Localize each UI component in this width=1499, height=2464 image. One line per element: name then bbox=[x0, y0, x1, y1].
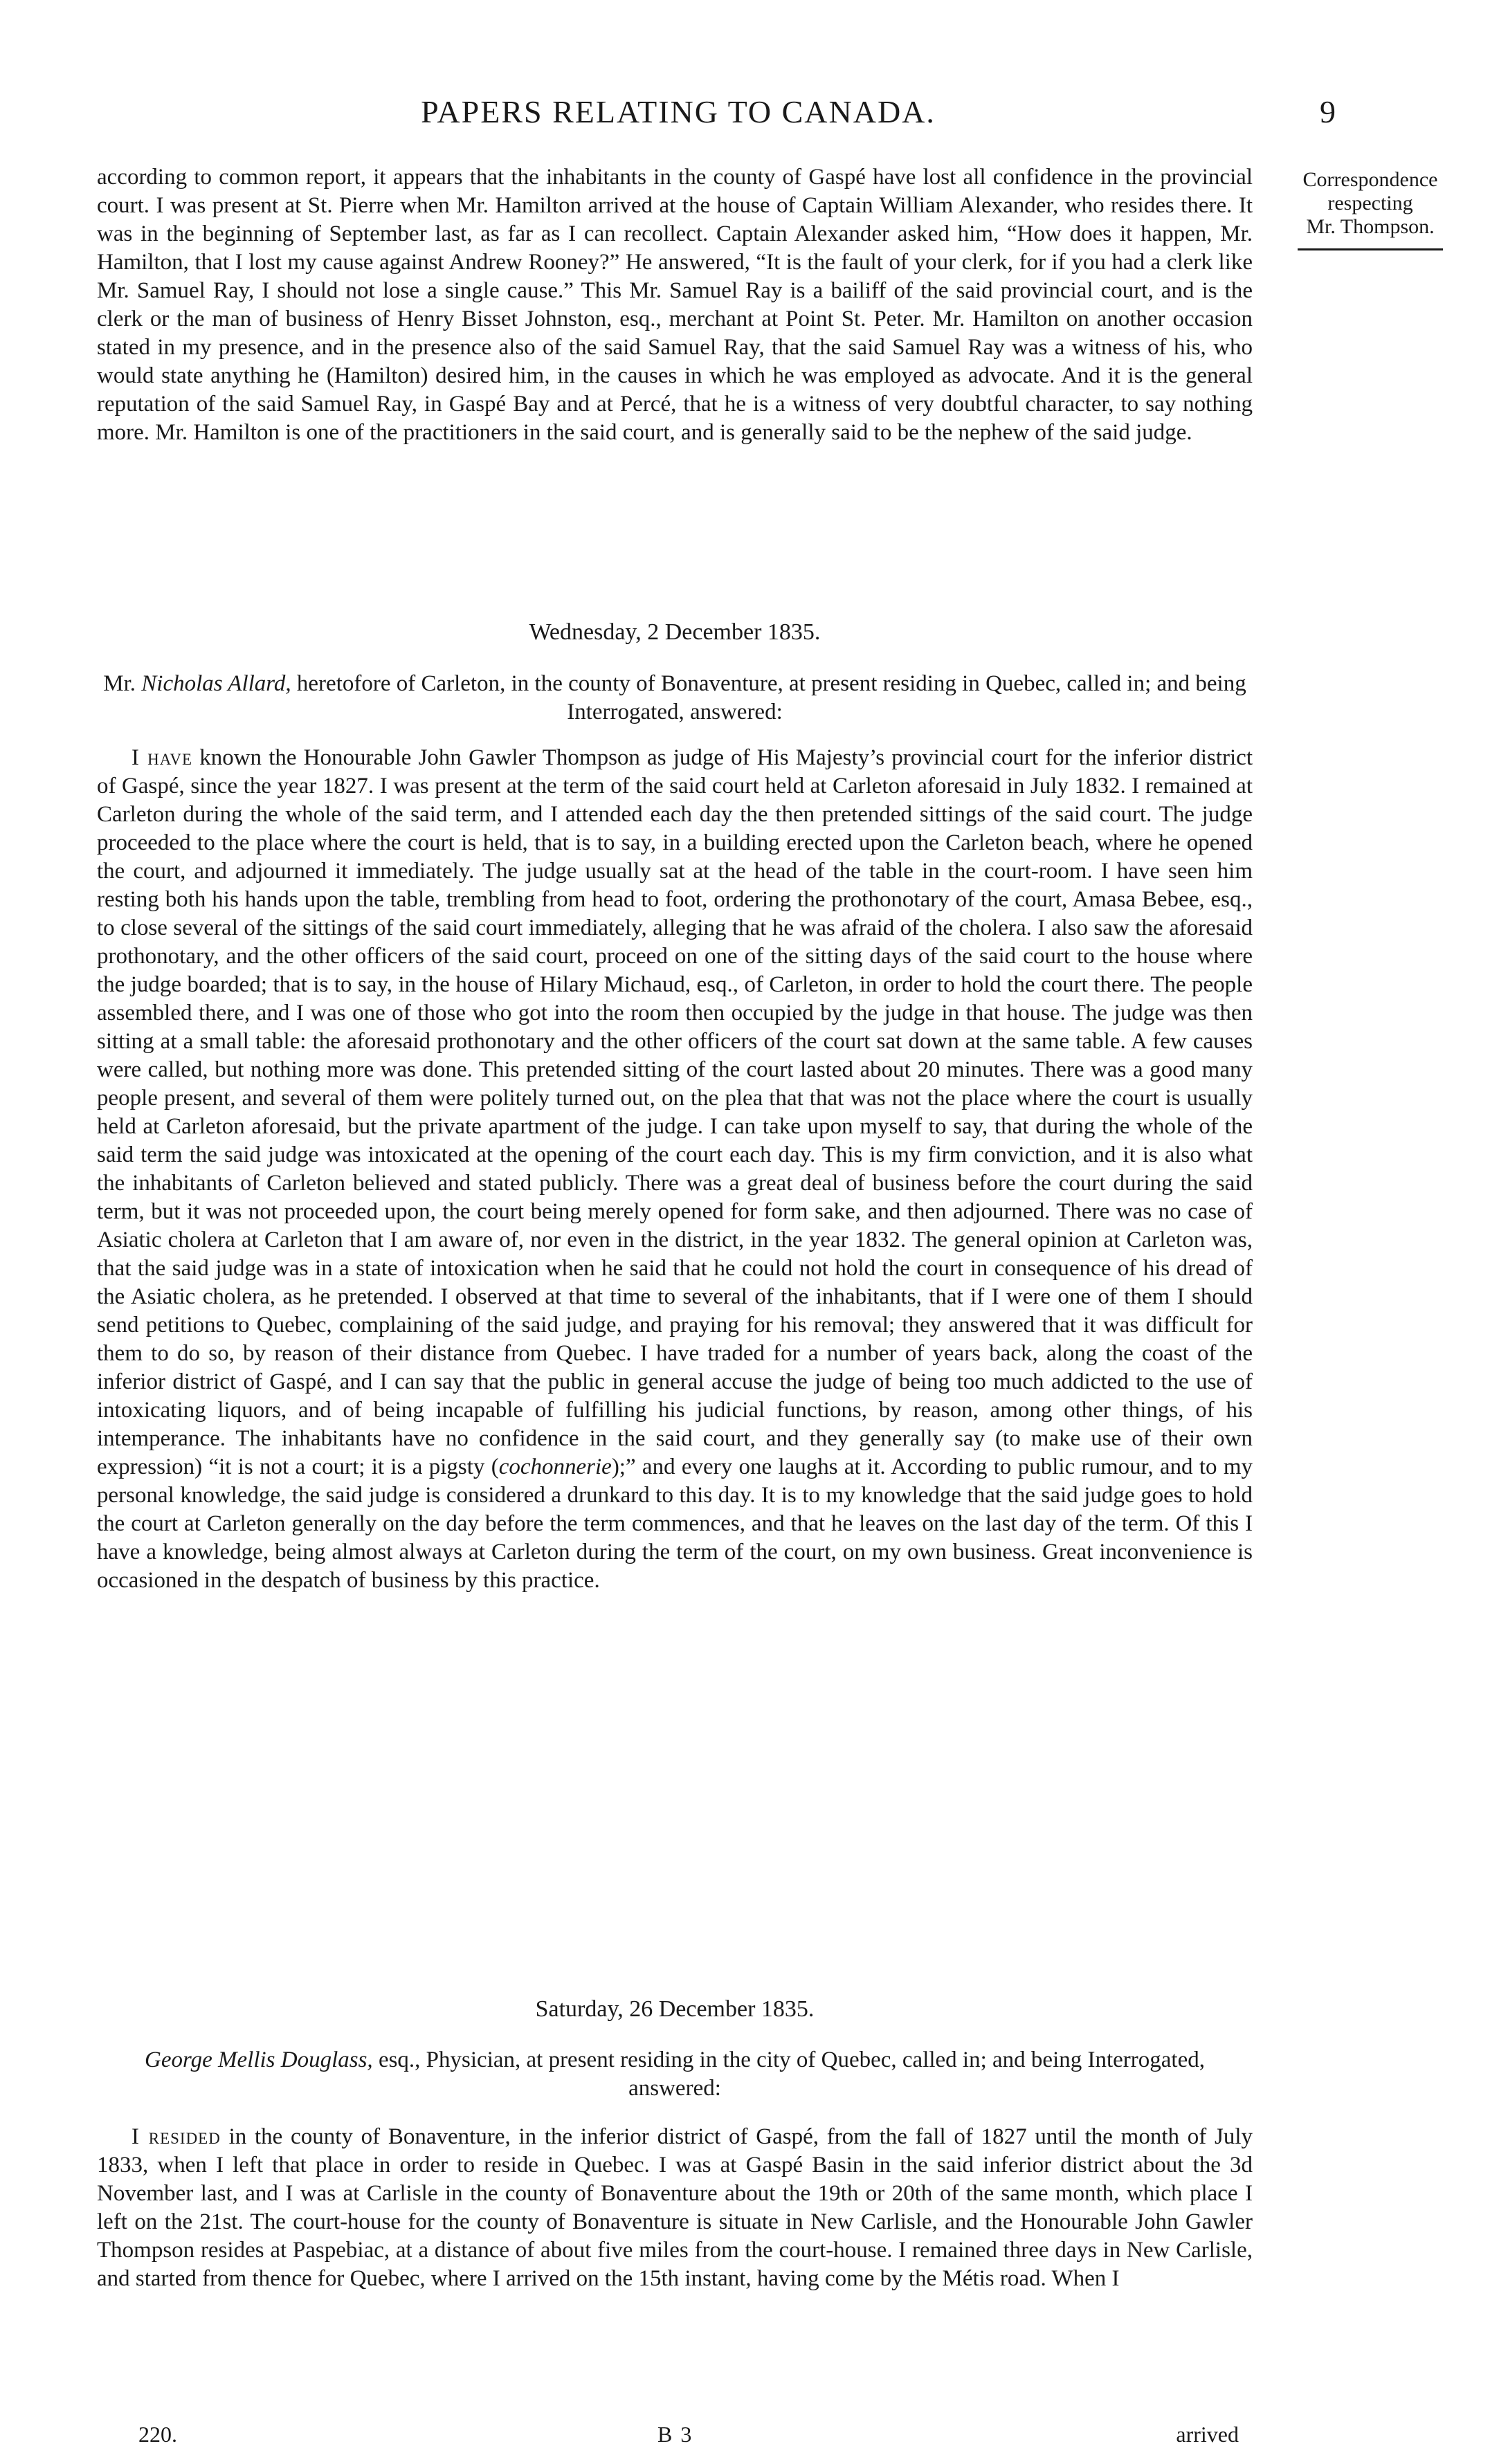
page-number: 9 bbox=[1320, 94, 1336, 129]
witness-name: Nicholas Allard, bbox=[141, 671, 291, 696]
footer-sheet-number: 220. bbox=[138, 2422, 177, 2447]
witness-intro bbox=[97, 670, 1253, 727]
paragraph-text: in the county of Bonaventure, in the inferior district of Gaspé, from the fall of 1827 until the month of July 1833, when I left that place in order to reside in Quebec. I was at Gaspé Basin in the said inferior district about the 3d November last, and I was at Carlisle in the county of Bonaventure about the 19th or 20th of the same month, which place I left on the 21st. The court-house for the county of Bonaventure is situate in New Carlisle, and the Honourable John Gawler Thompson resides at Paspebiac, at a distance of about five miles from the court-house. I remained three days in New Carlisle, and started from thence for Quebec, where I arrived on the 15th instant, having come by the Métis road. When I bbox=[97, 2124, 1253, 2291]
intro-text: esq., Physician, at present residing in the city of Quebec, called in; and being Interrogated, answered: bbox=[372, 2047, 1205, 2101]
witness-name: George Mellis Douglass, bbox=[145, 2047, 373, 2072]
paragraph-continuation bbox=[97, 163, 1253, 447]
paragraph-text: known the Honourable John Gawler Thompson as judge of His Majesty’s provincial court for the inferior district of Gaspé, since the year 1827. I was present at the term of the said court held at Carleton aforesaid in July 1832. I remained at Carleton during the whole of the said term, and I attended each day the then pretended sittings of the said court. The judge proceeded to the place where the court is held, that is to say, in a building erected upon the Carleton beach, where he opened the court, and adjourned it immediately. The judge usually sat at the head of the table in the court-room. I have seen him resting both his hands upon the table, trembling from head to foot, ordering the prothonotary of the court, Amasa Bebee, esq., to close several of the sittings of the said court immediately, alleging that he was afraid of the cholera. I also saw the aforesaid prothonotary, and the other officers of the said court, proceed on one of the sitting days of the said court to the house where the judge boarded; that is to say, in the house of Hilary Michaud, esq., of Carleton, in order to hold the court there. The people assembled there, and I was one of those who got into the room then occupied by the judge in that house. The judge was then sitting at a small table: the aforesaid prothonotary and the other officers of the court sat down at the same table. A few causes were called, but nothing more was done. This pretended sitting of the court lasted about 20 minutes. There was a good many people present, and several of them were politely turned out, on the plea that that was not the place where the court is usually held at Carleton aforesaid, but the private apartment of the judge. I can take upon myself to say, that during the whole of the said term the said judge was intoxicated at the opening of the court each day. This is my firm conviction, and it is also what the inhabitants of Carleton believed and stated publicly. There was a great deal of business before the court during the said term, but it was not proceeded upon, the court being merely opened for form sake, and then adjourned. There was no case of Asiatic cholera at Carleton that I am aware of, nor even in the district, in the year 1832. The general opinion at Carleton was, that the said judge was in a state of intoxication when he said that he could not hold the court in consequence of his dread of the Asiatic cholera, as he pretended. I observed at that time to several of the inhabitants, that if I were one of them I should send petitions to Quebec, complaining of the said judge, and praying for his removal; they answered that it was difficult for them to do so, by reason of their distance from Quebec. I have traded for a number of years back, along the coast of the inferior district of Gaspé, and I can say that the public in general accuse the judge of being too much addicted to the use of intoxicating liquors, and of being incapable of fulfilling his judicial functions, by reason, among other things, of his intemperance. The inhabitants have no confidence in the said court, and they generally say (to make use of their own expression) “it is not a court; it is a pigsty ( bbox=[97, 745, 1253, 1479]
margin-note-rule bbox=[1298, 248, 1443, 250]
section-date-heading: Saturday, 26 December 1835. bbox=[535, 1996, 815, 2022]
footer-signature: B 3 bbox=[657, 2422, 693, 2447]
witness-intro bbox=[97, 2046, 1253, 2103]
opening-word: I have bbox=[131, 745, 193, 770]
testimony-paragraph bbox=[97, 2123, 1253, 2293]
margin-note-line: Correspondence bbox=[1302, 168, 1438, 191]
page-title: PAPERS RELATING TO CANADA. bbox=[421, 94, 936, 129]
paragraph-text: according to common report, it appears that the inhabitants in the county of Gaspé have lost all confidence in the provincial court. I was present at St. Pierre when Mr. Hamilton arrived at the house of Captain William Alexander, who resides there. It was in the beginning of September last, as far as I can recollect. Captain Alexander asked him, “How does it happen, Mr. Hamilton, that I lost my cause against Andrew Rooney?” He answered, “It is the fault of your clerk, for if you had a clerk like Mr. Samuel Ray, I should not lose a single cause.” This Mr. Samuel Ray is a bailiff of the said provincial court, and is the clerk or the man of business of Henry Bisset Johnston, esq., merchant at Point St. Peter. Mr. Hamilton on another occasion stated in my presence, and in the presence also of the said Samuel Ray, that the said Samuel Ray was a witness of his, who would state anything he (Hamilton) desired him, in the causes in which he was employed as advocate. And it is the general reputation of the said Samuel Ray, in Gaspé Bay and at Percé, that he is a witness of very doubtful character, to say nothing more. Mr. Hamilton is one of the practitioners in the said court, and is generally said to be the nephew of the said judge. bbox=[97, 165, 1253, 445]
testimony-paragraph bbox=[97, 744, 1253, 1595]
margin-note-line: respecting bbox=[1327, 192, 1413, 215]
paragraph-text-end: );” and every one laughs at it. According to public rumour, and to my personal knowledge, the said judge is considered a drunkard to this day. It is to my knowledge that the said judge goes to hold the court at Carleton generally on the day before the term commences, and that he leaves on the last day of the term. Of this I have a knowledge, being almost always at Carleton during the term of the court, on my own business. Great inconvenience is occasioned in the despatch of business by this practice. bbox=[97, 1454, 1253, 1593]
margin-note-line: Mr. Thompson. bbox=[1306, 215, 1435, 238]
section-date-heading: Wednesday, 2 December 1835. bbox=[529, 619, 821, 645]
intro-text: heretofore of Carleton, in the county of Bonaventure, at present residing in Quebec, called in; and being Interrogated, answered: bbox=[291, 671, 1246, 724]
page-footer bbox=[97, 2422, 1253, 2449]
opening-word: I resided bbox=[131, 2124, 221, 2149]
margin-note bbox=[1270, 168, 1471, 250]
footer-catchword: arrived bbox=[1176, 2422, 1239, 2447]
running-head bbox=[97, 93, 1343, 142]
italic-term: cochonnerie bbox=[498, 1454, 612, 1479]
intro-prefix: Mr. bbox=[103, 671, 142, 696]
